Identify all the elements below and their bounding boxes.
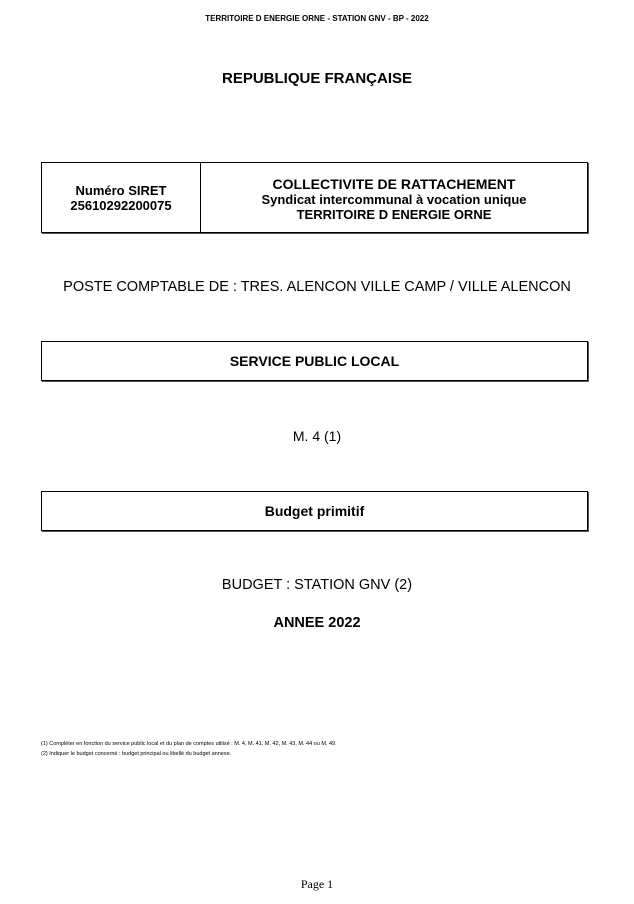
page-number: Page 1 <box>300 877 334 891</box>
document-header: TERRITOIRE D ENERGIE ORNE - STATION GNV - BP - 2022 <box>205 14 429 23</box>
nomenclature: M. 4 (1) <box>292 428 342 444</box>
collectivite-heading: COLLECTIVITE DE RATTACHEMENT <box>272 175 516 192</box>
siret-value: 25610292200075 <box>70 197 172 213</box>
footnote-1: (1) Compléter en fonction du service public local et du plan de comptes utilisé : M. 4, M. 41, M. 42, M. 43, M. 44 ou M. 49. <box>41 741 337 747</box>
service-public-box <box>41 341 588 381</box>
budget-type-box <box>41 491 588 531</box>
budget-type-label: Budget primitif <box>264 503 365 519</box>
collectivite-name: TERRITOIRE D ENERGIE ORNE <box>296 206 492 222</box>
budget-name: BUDGET : STATION GNV (2) <box>221 577 413 593</box>
poste-comptable: POSTE COMPTABLE DE : TRES. ALENCON VILLE CAMP / VILLE ALENCON <box>63 279 571 295</box>
collectivite-cell <box>201 163 587 232</box>
collectivite-type: Syndicat intercommunal à vocation unique <box>261 191 527 207</box>
service-label: SERVICE PUBLIC LOCAL <box>229 353 400 369</box>
footnotes <box>41 739 337 759</box>
republique-heading: REPUBLIQUE FRANÇAISE <box>221 70 412 87</box>
annee: ANNEE 2022 <box>273 615 361 631</box>
footnote-2: (2) Indiquer le budget concerné : budget principal ou libellé du budget annexe. <box>41 751 232 757</box>
siret-collectivite-table <box>41 162 588 233</box>
siret-label: Numéro SIRET <box>75 182 167 198</box>
siret-cell <box>42 163 201 232</box>
